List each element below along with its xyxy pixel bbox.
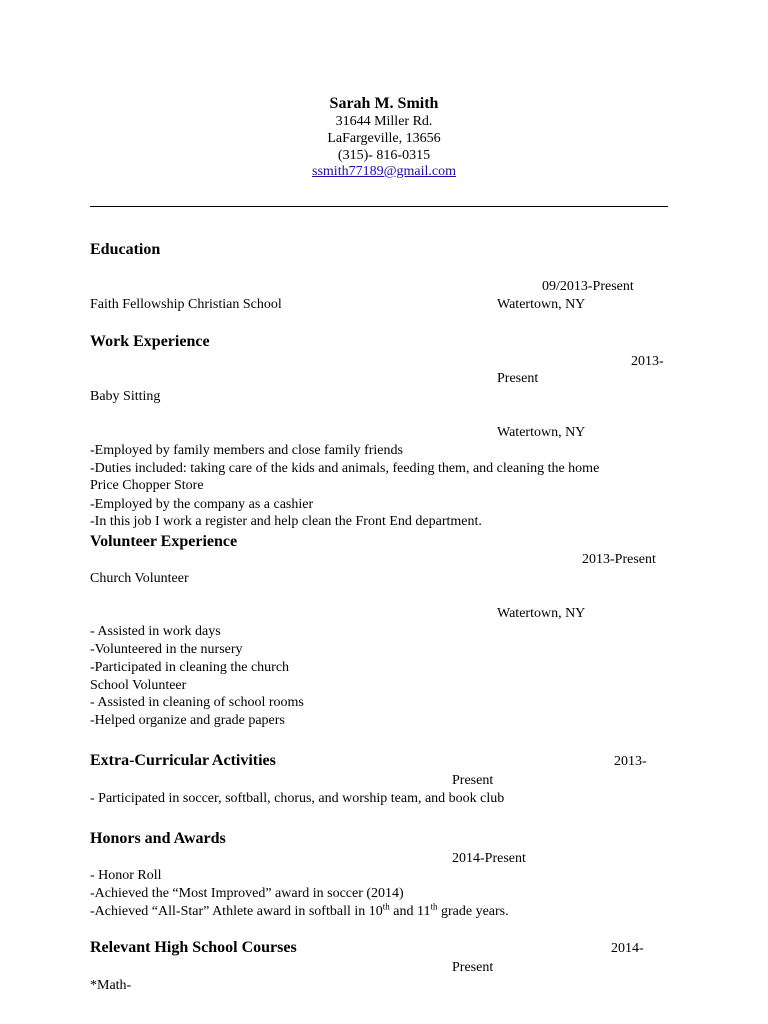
list-item: - Participated in soccer, softball, chorus, and worship team, and book club	[90, 791, 505, 806]
honors-dates: 2014-Present	[452, 851, 526, 866]
education-dates: 09/2013-Present	[542, 279, 634, 294]
courses-dates-end: Present	[452, 960, 494, 975]
email-link[interactable]: ssmith77189@gmail.com	[312, 164, 456, 179]
job-location-babysitting: Watertown, NY	[497, 425, 586, 440]
education-location: Watertown, NY	[497, 297, 586, 312]
volunteer-dates: 2013-Present	[582, 552, 656, 567]
email-container	[0, 163, 768, 180]
list-item: -Achieved the “Most Improved” award in soccer (2014)	[90, 886, 404, 901]
extracurricular-dates-end: Present	[452, 773, 494, 788]
extracurricular-heading: Extra-Curricular Activities	[90, 752, 276, 769]
honors-bullet3-text-a: -Achieved “All-Star” Athlete award in softball in 10	[90, 904, 383, 919]
list-item: *Math-	[90, 978, 132, 993]
extracurricular-dates-start: 2013-	[614, 754, 647, 769]
list-item: -Employed by the company as a cashier	[90, 497, 314, 512]
work-heading: Work Experience	[90, 333, 210, 350]
list-item	[90, 903, 509, 920]
list-item: - Assisted in work days	[90, 624, 221, 639]
volunteer-heading: Volunteer Experience	[90, 533, 238, 550]
list-item: -Participated in cleaning the church	[90, 660, 290, 675]
list-item: -Duties included: taking care of the kids and animals, feeding them, and cleaning the home	[90, 461, 600, 476]
header-divider	[90, 206, 668, 207]
list-item: - Honor Roll	[90, 868, 162, 883]
volunteer-role-school: School Volunteer	[90, 678, 187, 693]
honors-bullet3-text-b: and 11	[389, 904, 431, 919]
address-line-2: LaFargeville, 13656	[327, 131, 441, 146]
list-item: - Assisted in cleaning of school rooms	[90, 695, 304, 710]
list-item: -Employed by family members and close family friends	[90, 443, 403, 458]
honors-bullet3-text-c: grade years.	[437, 904, 509, 919]
honors-heading: Honors and Awards	[90, 830, 226, 847]
job-title-price-chopper: Price Chopper Store	[90, 478, 204, 493]
volunteer-location-church: Watertown, NY	[497, 606, 586, 621]
list-item: -Volunteered in the nursery	[90, 642, 243, 657]
volunteer-role-church: Church Volunteer	[90, 571, 189, 586]
education-heading: Education	[90, 241, 161, 258]
job-title-babysitting: Baby Sitting	[90, 389, 161, 404]
ordinal-suffix: th	[382, 901, 390, 912]
education-school: Faith Fellowship Christian School	[90, 297, 282, 312]
list-item: -Helped organize and grade papers	[90, 713, 285, 728]
ordinal-suffix: th	[430, 901, 438, 912]
work-dates-start: 2013-	[631, 354, 664, 369]
resume-name: Sarah M. Smith	[329, 95, 439, 112]
courses-dates-start: 2014-	[611, 941, 644, 956]
courses-heading: Relevant High School Courses	[90, 939, 297, 956]
address-line-1: 31644 Miller Rd.	[335, 114, 433, 129]
list-item: -In this job I work a register and help clean the Front End department.	[90, 514, 482, 529]
work-dates-end: Present	[497, 371, 539, 386]
phone-number: (315)- 816-0315	[337, 148, 431, 163]
